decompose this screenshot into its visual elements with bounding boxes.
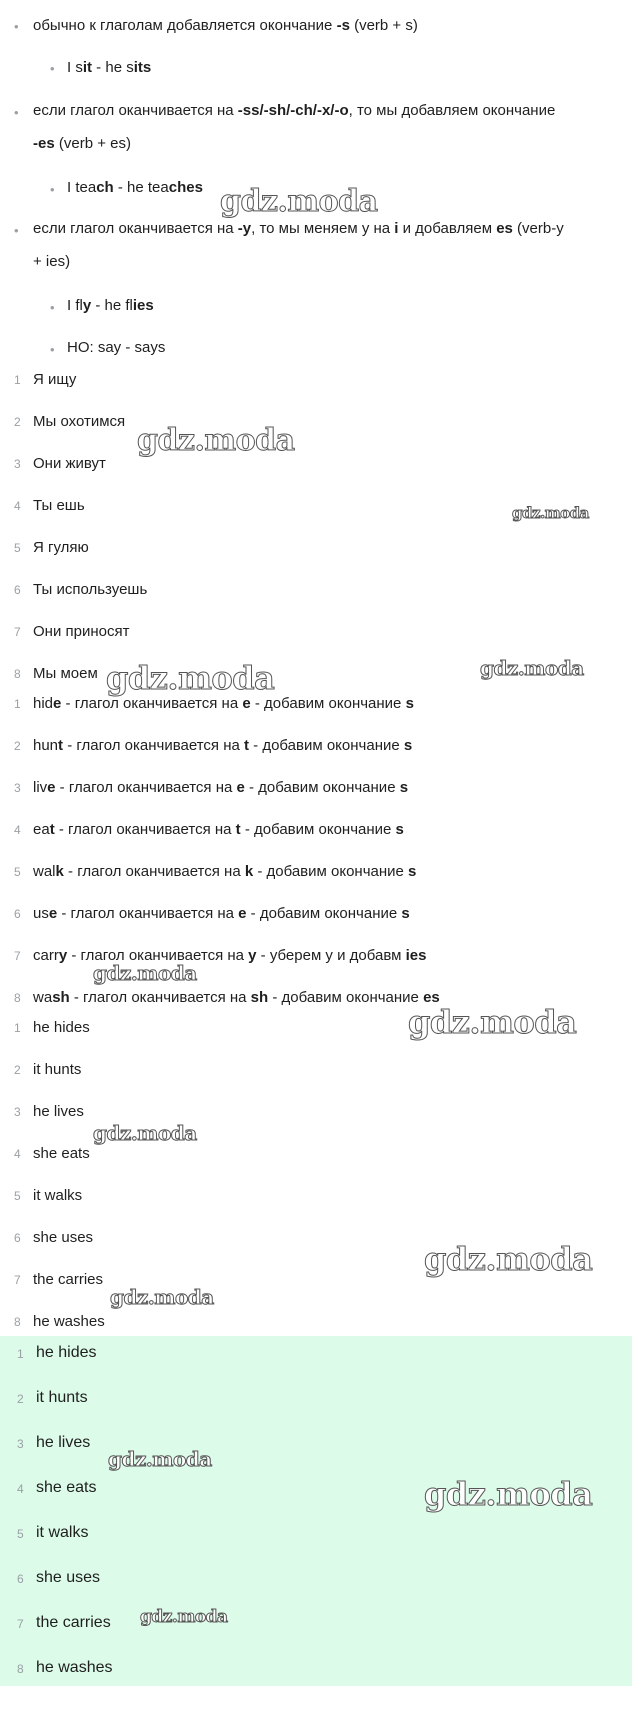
list-item: she eats (33, 1145, 90, 1162)
watermark: gdz.moda (424, 1475, 593, 1513)
line-number: 2 (14, 739, 21, 753)
line-number: 8 (14, 667, 21, 681)
line-number: 1 (14, 1021, 21, 1035)
watermark: gdz.moda (108, 1447, 212, 1471)
list-item: Они живут (33, 455, 106, 472)
line-number: 2 (14, 415, 21, 429)
line-number: 6 (14, 907, 21, 921)
rule-3-line-2: + ies) (33, 253, 71, 270)
list-item: Мы моем (33, 665, 98, 682)
rule-3-note: НО: say - says (67, 339, 166, 356)
bullet: • (50, 182, 55, 197)
line-number: 2 (17, 1392, 24, 1406)
line-number: 3 (14, 1105, 21, 1119)
line-number: 8 (14, 1315, 21, 1329)
watermark: gdz.moda (110, 1285, 214, 1309)
line-number: 5 (14, 541, 21, 555)
answer-item: it hunts (36, 1389, 88, 1406)
answer-item: the carries (36, 1614, 111, 1631)
rule-1: обычно к глаголам добавляется окончание -s (verb + s) (33, 17, 418, 34)
line-number: 8 (14, 991, 21, 1005)
list-item: walk - глагол оканчивается на k - добавим окончание s (33, 863, 417, 880)
list-item: Ты ешь (33, 497, 85, 514)
rule-3-example: I fly - he flies (67, 297, 154, 314)
rule-3-line-1: если глагол оканчивается на -y, то мы меняем у на i и добавляем es (verb-y (33, 220, 564, 237)
line-number: 6 (17, 1572, 24, 1586)
watermark: gdz.moda (424, 1240, 593, 1278)
rule-2-example: I teach - he teaches (67, 179, 203, 196)
line-number: 1 (17, 1347, 24, 1361)
line-number: 4 (17, 1482, 24, 1496)
rule-2-line-1: если глагол оканчивается на -ss/-sh/-ch/-x/-o, то мы добавляем окончание (33, 102, 556, 119)
line-number: 1 (14, 697, 21, 711)
list-item: hunt - глагол оканчивается на t - добавим окончание s (33, 737, 413, 754)
line-number: 3 (17, 1437, 24, 1451)
rule-1-example: I sit - he sits (67, 59, 152, 76)
list-item: the carries (33, 1271, 104, 1288)
list-item: Я ищу (33, 371, 77, 388)
bullet: • (50, 61, 55, 76)
list-item: she uses (33, 1229, 94, 1246)
list-item: eat - глагол оканчивается на t - добавим окончание s (33, 821, 404, 838)
line-number: 5 (17, 1527, 24, 1541)
line-number: 5 (14, 865, 21, 879)
list-item: he washes (33, 1313, 105, 1330)
line-number: 7 (14, 949, 21, 963)
line-number: 1 (14, 373, 21, 387)
watermark: gdz.moda (140, 1607, 228, 1627)
watermark: gdz.moda (408, 1003, 577, 1041)
line-number: 4 (14, 823, 21, 837)
answer-item: he hides (36, 1344, 97, 1361)
list-item: Мы охотимся (33, 413, 126, 430)
answer-item: she eats (36, 1479, 97, 1496)
line-number: 4 (14, 499, 21, 513)
watermark: gdz.moda (106, 659, 275, 697)
list-item: hide - глагол оканчивается на e - добавим окончание s (33, 695, 414, 712)
list-item: Ты используешь (33, 581, 148, 598)
line-number: 6 (14, 583, 21, 597)
line-number: 7 (14, 1273, 21, 1287)
bullet: • (14, 105, 19, 120)
bullet: • (14, 19, 19, 34)
line-number: 3 (14, 781, 21, 795)
watermark: gdz.moda (480, 656, 584, 680)
list-item: Я гуляю (33, 539, 89, 556)
list-item: he lives (33, 1103, 84, 1120)
bullet: • (14, 223, 19, 238)
line-number: 8 (17, 1662, 24, 1676)
watermark: gdz.moda (220, 184, 378, 219)
watermark: gdz.moda (137, 423, 295, 458)
line-number: 7 (17, 1617, 24, 1631)
list-item: it hunts (33, 1061, 82, 1078)
rule-2-line-2: -es (verb + es) (33, 135, 131, 152)
answer-item: he washes (36, 1659, 113, 1676)
line-number: 4 (14, 1147, 21, 1161)
watermark: gdz.moda (512, 504, 589, 522)
list-item: he hides (33, 1019, 90, 1036)
line-number: 3 (14, 457, 21, 471)
bullet: • (50, 300, 55, 315)
answer-item: she uses (36, 1569, 101, 1586)
watermark: gdz.moda (93, 961, 197, 985)
line-number: 2 (14, 1063, 21, 1077)
list-item: it walks (33, 1187, 83, 1204)
watermark: gdz.moda (93, 1121, 197, 1145)
line-number: 5 (14, 1189, 21, 1203)
list-item: Они приносят (33, 623, 130, 640)
list-item: carry - глагол оканчивается на y - уберем у и добавм ies (33, 947, 427, 964)
line-number: 7 (14, 625, 21, 639)
answer-item: he lives (36, 1434, 91, 1451)
bullet: • (50, 342, 55, 357)
list-item: use - глагол оканчивается на e - добавим окончание s (33, 905, 410, 922)
list-item: live - глагол оканчивается на e - добавим окончание s (33, 779, 409, 796)
line-number: 6 (14, 1231, 21, 1245)
list-item: wash - глагол оканчивается на sh - добавим окончание es (33, 989, 440, 1006)
answer-item: it walks (36, 1524, 89, 1541)
